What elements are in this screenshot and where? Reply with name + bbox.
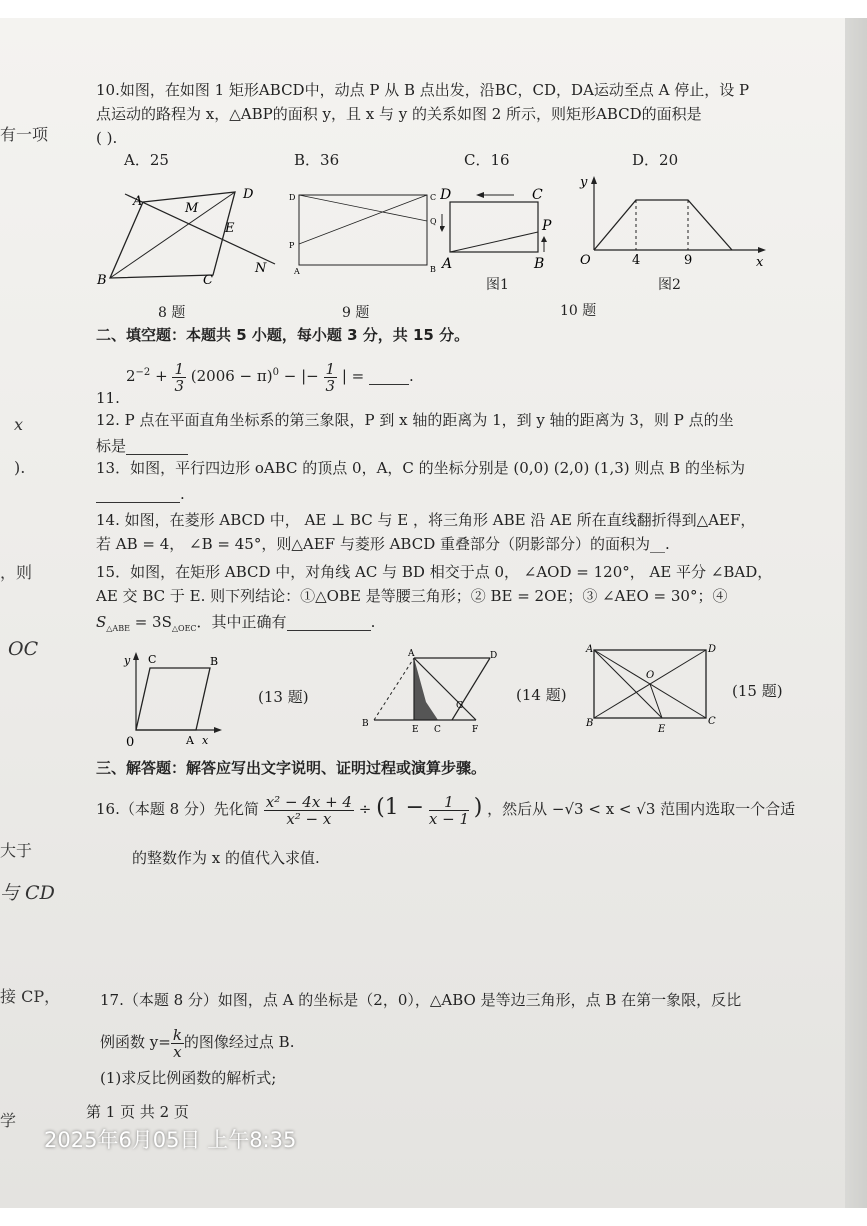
margin-fragment: 有一项 xyxy=(0,125,49,144)
q10-option-a: A．25 xyxy=(124,151,169,169)
numerator: 1 xyxy=(325,359,336,378)
margin-fragment: OC xyxy=(8,638,39,660)
fig10b-label: 9 xyxy=(684,253,693,268)
fig10b-label: O xyxy=(580,253,591,268)
fig14-label: B xyxy=(362,719,369,729)
fig15-oe xyxy=(650,684,662,718)
photo-timestamp: 2025年6月05日 上午8:35 xyxy=(44,1128,297,1152)
q16-part: ，然后从 −√3 < x < √3 范围内选取一个合适 xyxy=(487,800,796,818)
fig14-label: D xyxy=(490,651,498,661)
q15-part: S xyxy=(96,613,107,631)
q15-answer-blank[interactable] xyxy=(287,616,371,631)
q17-part: 的图像经过点 B. xyxy=(183,1033,295,1051)
fig10a-arrow-head xyxy=(541,236,547,242)
q11-part: + xyxy=(155,367,168,385)
margin-fragment: ). xyxy=(14,458,26,477)
fig13-label: y xyxy=(124,654,131,667)
q10-option-c: C．16 xyxy=(464,151,510,169)
fig13-label: C xyxy=(148,653,157,666)
fig8-label: N xyxy=(255,261,267,276)
q11-expression xyxy=(126,356,414,395)
figure-15-rectangle xyxy=(582,640,722,736)
q11-fraction xyxy=(324,361,338,394)
fig15-label: O xyxy=(646,670,655,681)
margin-fragment: 大于 xyxy=(0,841,33,860)
caption-fig8: 8 题 xyxy=(158,305,186,321)
numerator: 1 xyxy=(429,794,469,811)
q14-line1: 14. 如图，在菱形 ABCD 中， AE ⊥ BC 与 E ，将三角形 ABE 沿 AE 所在直线翻折得到△AEF， xyxy=(96,511,756,529)
figure-13-coordinate-parallelogram xyxy=(118,646,228,754)
fig9-label: C xyxy=(430,193,437,202)
fig9-label: A xyxy=(294,267,300,276)
q16-part: 16.（本题 8 分）先化简 xyxy=(96,800,259,818)
q10-line3: ( ). xyxy=(96,129,118,147)
q11-answer-blank[interactable] xyxy=(369,370,409,385)
q12-line2 xyxy=(96,436,188,456)
q11-part: (2006 − π) xyxy=(190,367,273,385)
q12-text: 标是 xyxy=(96,437,127,455)
caption-fig14: (14 题) xyxy=(516,686,567,704)
caption-fig9: 9 题 xyxy=(342,305,370,321)
section-3-heading: 三、解答题：解答应写出文字说明、证明过程或演算步骤。 xyxy=(96,759,487,777)
fig10a-label: A xyxy=(442,256,453,272)
fig14-label: A xyxy=(408,649,415,659)
q10-line1: 10.如图，在如图 1 矩形ABCD中，动点 P 从 B 点出发，沿BC，CD，DA运动至点 A 停止，设 P xyxy=(96,81,750,99)
caption-fig10: 10 题 xyxy=(560,303,597,319)
fig9-rect xyxy=(299,195,427,265)
page-edge-shadow xyxy=(845,18,867,1208)
q11-number: 11. xyxy=(96,389,120,407)
fig15-ae xyxy=(594,650,662,718)
denominator: x xyxy=(173,1042,182,1061)
q16-line2: 的整数作为 x 的值代入求值. xyxy=(132,849,320,867)
fig9-line xyxy=(299,195,427,244)
numerator: k xyxy=(172,1025,182,1044)
q13-line1: 13．如图，平行四边形 oABC 的顶点 0，A，C 的坐标分别是 (0,0) (2,0) (1,3) 则点 B 的坐标为 xyxy=(96,459,745,477)
q15-part: = 3S xyxy=(129,613,172,631)
fig8-label: M xyxy=(185,201,199,216)
section-2-heading: 二、填空题：本题共 5 小题，每小题 3 分，共 15 分。 xyxy=(96,326,470,344)
fig10b-label: x xyxy=(756,255,764,270)
q10-option-b: B．36 xyxy=(294,151,340,169)
fig9-label: P xyxy=(289,241,295,250)
caption-fig15: (15 题) xyxy=(732,682,783,700)
q13-tail: . xyxy=(180,485,185,503)
q11-exp: 0 xyxy=(272,367,279,378)
q15-line1: 15．如图，在矩形 ABCD 中，对角线 AC 与 BD 相交于点 0， ∠AOD = 120°， AE 平分 ∠BAD， xyxy=(96,563,773,581)
q17-part: 例函数 y= xyxy=(100,1033,171,1051)
q11-tail: . xyxy=(409,367,414,385)
figure-14-rhombus xyxy=(356,646,506,736)
q16-part: (1 − xyxy=(376,795,425,820)
figure-8-parallelogram xyxy=(95,180,285,295)
q17-fraction xyxy=(171,1027,184,1060)
fig10a-arrow-head xyxy=(440,226,445,232)
fig13-label: A xyxy=(186,734,194,747)
fig10a-label: D xyxy=(440,187,452,203)
q12-line1: 12. P 点在平面直角坐标系的第三象限，P 到 x 轴的距离为 1，到 y 轴的距离为 3，则 P 点的坐 xyxy=(96,411,734,429)
fig10b-label: y xyxy=(580,175,588,190)
fig14-label: E xyxy=(412,725,419,735)
fig14-shaded-region xyxy=(414,658,438,720)
q11-part: − |− xyxy=(283,367,319,385)
q15-sub: △OEC xyxy=(171,624,197,633)
caption-fig13: (13 题) xyxy=(258,688,309,706)
denominator: x − 1 xyxy=(428,809,469,828)
figure-10-rect-path xyxy=(440,182,560,274)
q11-exp: −2 xyxy=(135,367,151,378)
fig13-x-arrow xyxy=(214,727,222,733)
q15-sub: △ABE xyxy=(106,624,130,633)
fig14-label: F xyxy=(472,725,479,735)
fig10a-rect xyxy=(450,202,538,252)
denominator: 3 xyxy=(174,376,184,395)
q16-fraction xyxy=(264,794,354,827)
q16-fraction xyxy=(429,794,469,827)
fig15-label: B xyxy=(586,718,594,729)
q11-fraction xyxy=(172,361,186,394)
q14-line2: 若 AB = 4， ∠B = 45°，则△AEF 与菱形 ABCD 重叠部分（阴影部分）的面积为__. xyxy=(96,535,670,553)
fig9-line xyxy=(299,195,427,221)
fig13-y-arrow xyxy=(133,652,139,660)
fig15-label: E xyxy=(658,724,666,735)
margin-fragment: 学 xyxy=(0,1111,17,1130)
q17-line1: 17.（本题 8 分）如图，点 A 的坐标是（2，0），△ABO 是等边三角形，点 B 在第一象限，反比 xyxy=(100,991,742,1009)
q16-line1 xyxy=(96,786,795,830)
fig10b-trapezoid xyxy=(594,200,732,250)
numerator: 1 xyxy=(174,359,184,378)
margin-fragment: 与 CD xyxy=(0,882,55,904)
fig14-dashed-edge xyxy=(374,658,414,720)
numerator: x² − 4x + 4 xyxy=(265,792,352,811)
fig8-label: C xyxy=(203,273,213,288)
fig8-label: B xyxy=(97,273,107,288)
margin-fragment: 接 CP， xyxy=(0,987,61,1006)
q12-answer-blank[interactable] xyxy=(126,440,188,455)
q17-line3: (1)求反比例函数的解析式; xyxy=(100,1069,277,1087)
q11-part: | = xyxy=(341,367,365,385)
q10-option-d: D．20 xyxy=(632,151,679,169)
q11-part: 2 xyxy=(126,367,136,385)
caption-fig10-2: 图2 xyxy=(658,277,681,293)
q13-line2 xyxy=(96,484,185,504)
q15-line3 xyxy=(96,612,375,639)
fig15-label: D xyxy=(708,644,717,655)
fig10a-label: P xyxy=(542,218,552,234)
fig10b-x-arrow xyxy=(758,247,766,253)
figure-9-rectangle xyxy=(284,188,444,278)
fig8-label: A xyxy=(133,194,143,209)
q15-tail: . xyxy=(370,613,376,631)
fig9-label: Q xyxy=(430,217,437,226)
margin-fragment: ，则 xyxy=(0,563,33,582)
fig10a-arrow-head xyxy=(476,192,484,198)
q16-part: ) xyxy=(473,795,483,820)
q15-part: ．其中正确有 xyxy=(196,613,287,631)
denominator: x² − x xyxy=(286,809,332,828)
q17-line2 xyxy=(100,1022,294,1062)
fig8-label: D xyxy=(243,187,254,202)
fig13-label: B xyxy=(210,655,219,668)
fig10b-y-arrow xyxy=(591,176,597,184)
denominator: 3 xyxy=(325,376,336,395)
fig14-label: G xyxy=(456,701,464,711)
fig10a-label: B xyxy=(534,256,545,272)
fig9-label: D xyxy=(289,193,296,202)
caption-fig10-1: 图1 xyxy=(486,277,509,293)
q16-part: ÷ xyxy=(358,800,372,818)
fig9-label: B xyxy=(430,265,436,274)
margin-fragment: x xyxy=(14,415,24,434)
figure-10-graph xyxy=(572,172,772,272)
fig13-label: x xyxy=(202,734,209,747)
q15-line2: AE 交 BC 于 E. 则下列结论：①△OBE 是等腰三角形；② BE = 2OE；③ ∠AEO = 30°；④ xyxy=(96,587,728,605)
q10-line2: 点运动的路程为 x，△ABP的面积 y，且 x 与 y 的关系如图 2 所示，则矩形ABCD的面积是 xyxy=(96,105,702,123)
fig8-label: E xyxy=(225,221,235,236)
fig8-line-mn xyxy=(125,194,275,264)
fig15-label: C xyxy=(708,716,716,727)
fig13-parallelogram xyxy=(136,668,210,730)
q13-answer-blank[interactable] xyxy=(96,488,180,503)
page-footer: 第 1 页 共 2 页 xyxy=(86,1103,189,1121)
fig13-label: 0 xyxy=(126,735,135,750)
fig10a-label: C xyxy=(532,187,543,203)
fig15-label: A xyxy=(586,644,594,655)
fig10a-ap-line xyxy=(450,232,538,252)
fig10b-label: 4 xyxy=(632,253,641,268)
fig14-label: C xyxy=(434,725,441,735)
